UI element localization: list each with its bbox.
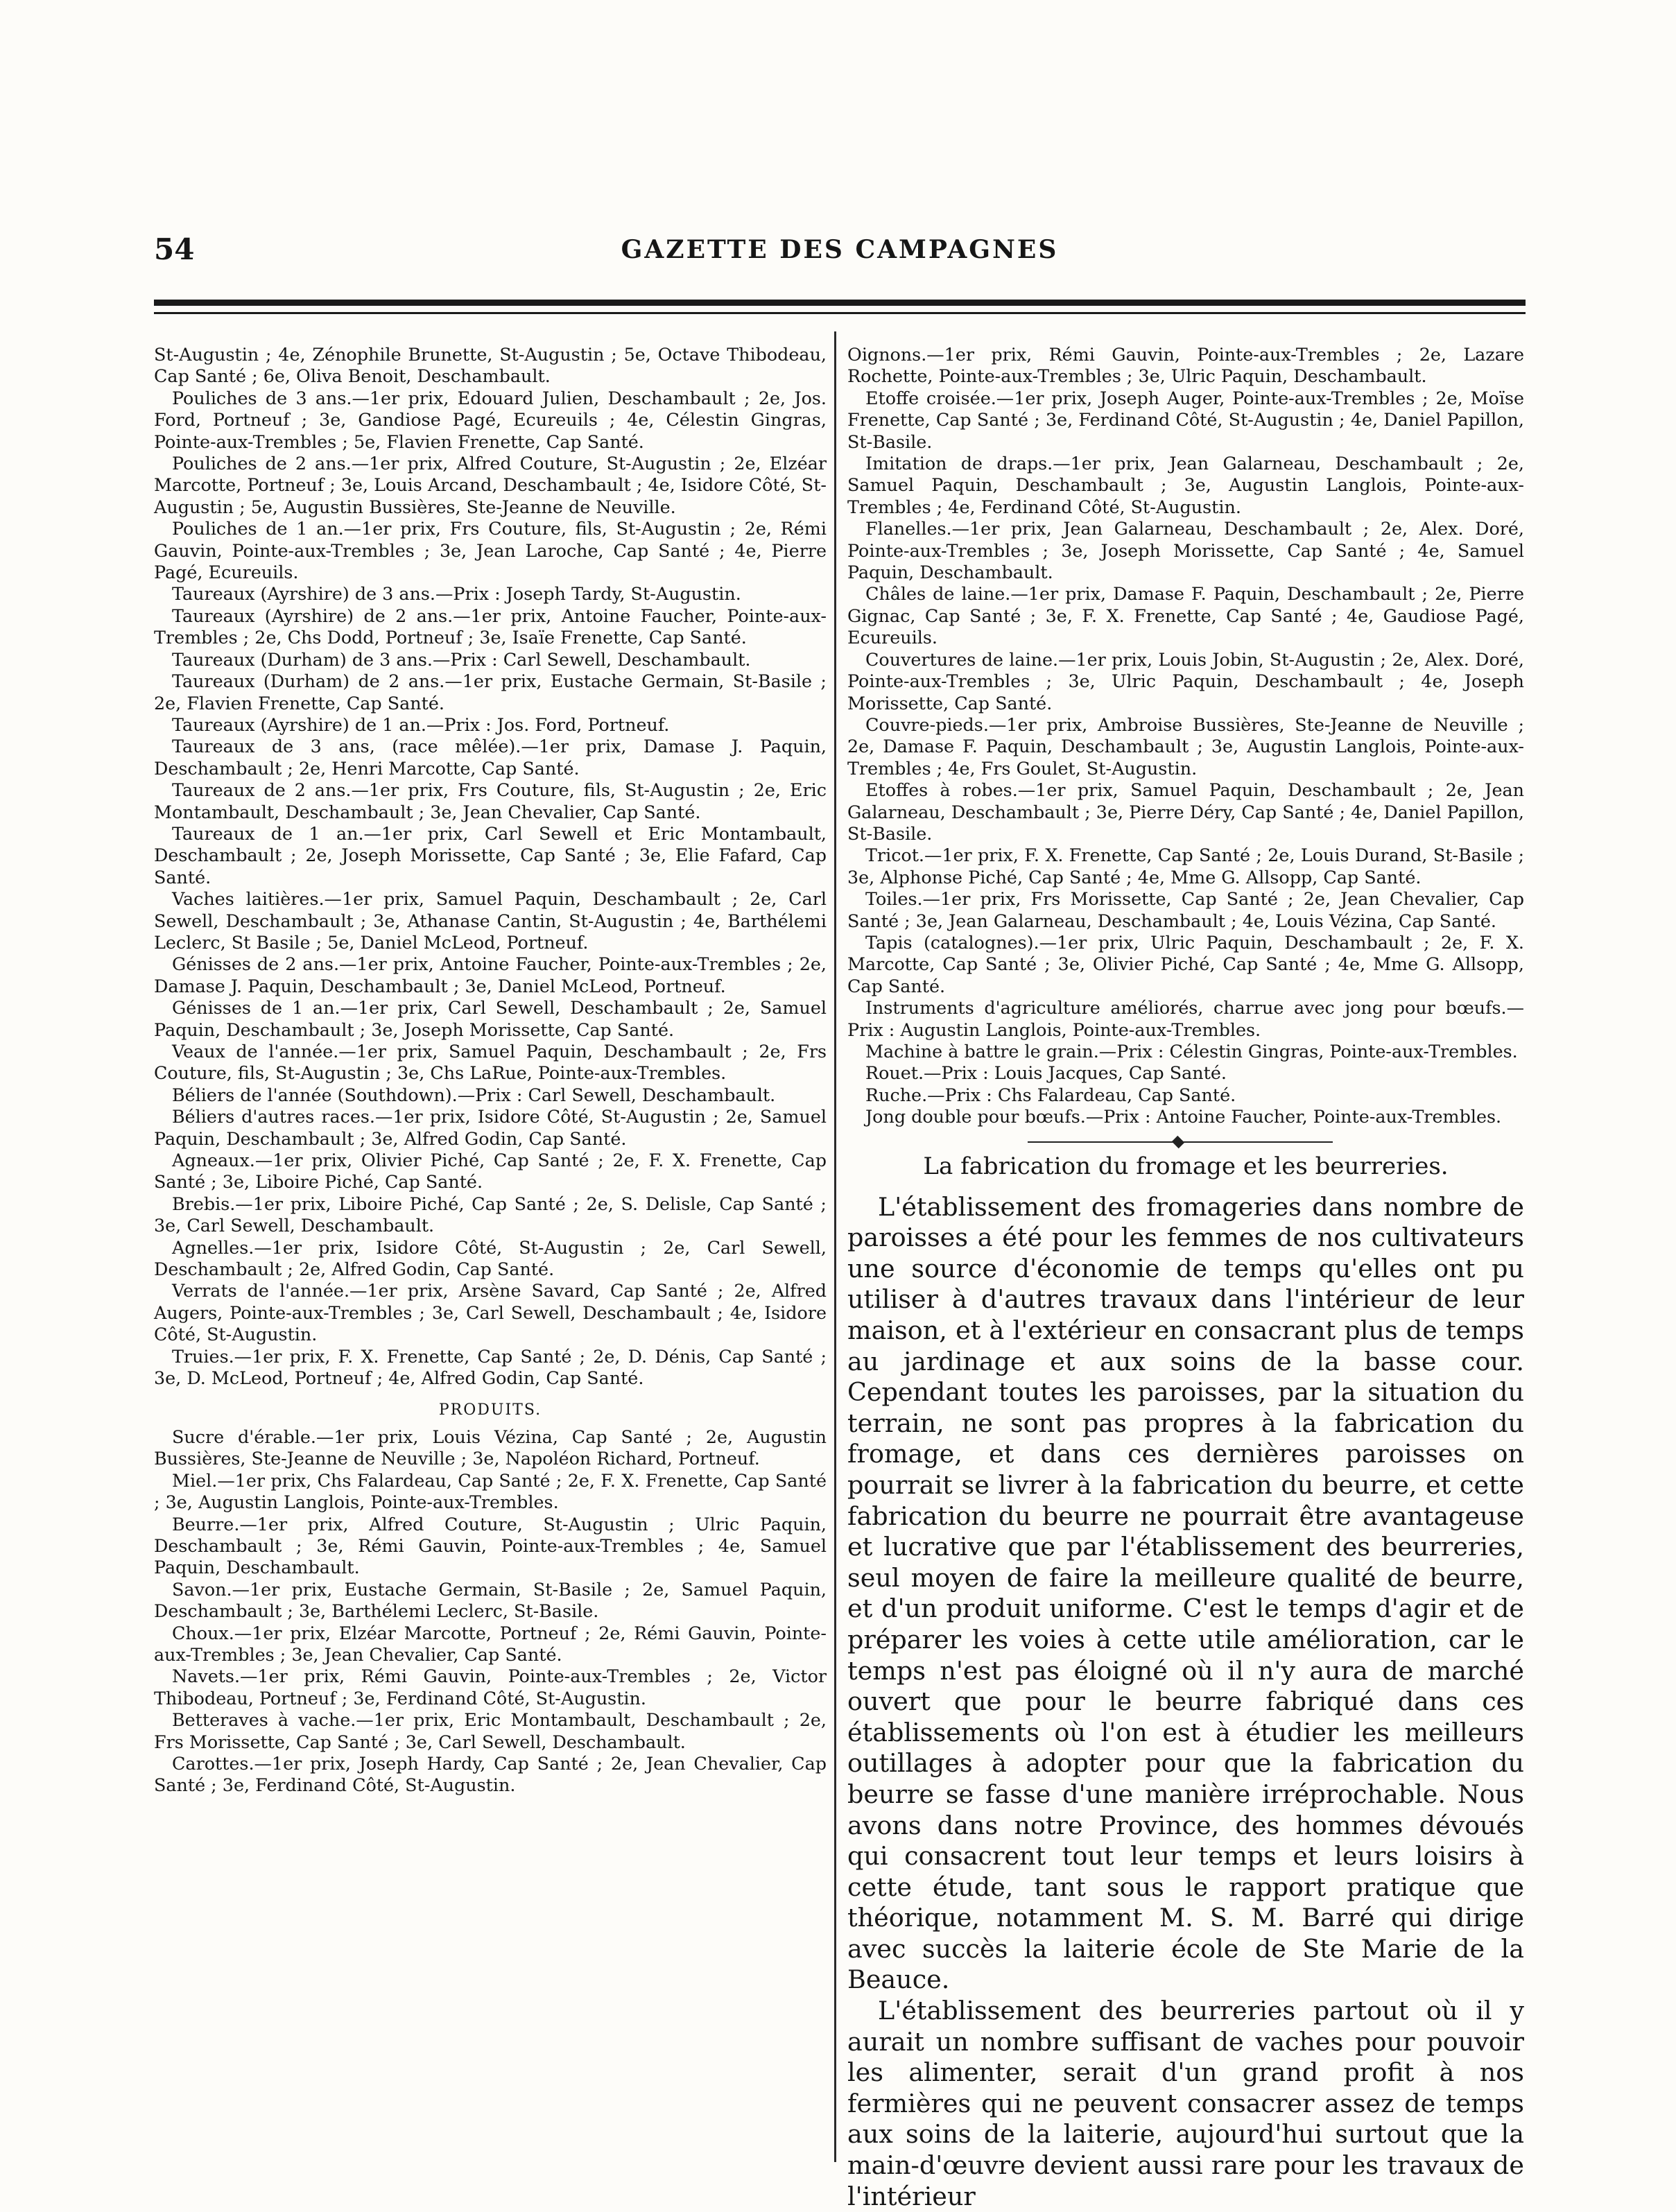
right-column (847, 344, 1524, 2212)
header-rule-thin (154, 312, 1526, 314)
prize-entry: Génisses de 1 an.—1er prix, Carl Sewell, Deschambault ; 2e, Samuel Paquin, Deschambault ; 3e, Joseph Morissette, Cap Santé. (154, 997, 827, 1040)
section-heading-produits: PRODUITS. (438, 1401, 542, 1419)
prize-entry: Béliers de l'année (Southdown).—Prix : Carl Sewell, Deschambault. (172, 1084, 776, 1105)
prize-entry: St-Augustin ; 4e, Zénophile Brunette, St-Augustin ; 5e, Octave Thibodeau, Cap Santé ; 6e, Oliva Benoit, Deschambault. (154, 344, 827, 387)
page-number: 54 (154, 232, 195, 266)
prize-entry: Etoffe croisée.—1er prix, Joseph Auger, Pointe-aux-Trembles ; 2e, Moïse Frenette, Cap Santé ; 3e, Ferdinand Côté, St-Augustin ; 4e, Daniel Papillon, St-Basile. (847, 387, 1524, 452)
prize-entry: Taureaux de 2 ans.—1er prix, Frs Couture, fils, St-Augustin ; 2e, Eric Montambault, Deschambault ; 3e, Jean Chevalier, Cap Santé. (154, 779, 827, 822)
prize-entry: Taureaux de 1 an.—1er prix, Carl Sewell et Eric Montambault, Deschambault ; 2e, Joseph Morissette, Cap Santé ; 3e, Elie Fafard, Cap Santé. (154, 822, 827, 888)
prize-entry: Agneaux.—1er prix, Olivier Piché, Cap Santé ; 2e, F. X. Frenette, Cap Santé ; 3e, Liboire Piché, Cap Santé. (154, 1150, 827, 1193)
prize-entry: Taureaux (Ayrshire) de 2 ans.—1er prix, Antoine Faucher, Pointe-aux-Trembles ; 2e, Chs Dodd, Portneuf ; 3e, Isaïe Frenette, Cap Santé. (154, 605, 827, 648)
prize-entry: Taureaux (Ayrshire) de 1 an.—Prix : Jos. Ford, Portneuf. (172, 714, 670, 735)
article-paragraph: L'établissement des fromageries dans nombre de paroisses a été pour les femmes de nos cultivateurs une source d'économie de temps qu'elles ont pu utiliser à d'autres travaux dans l'intérieur de leur maison, et à l'extérieur en consacrant plus de temps au jardinage et aux soins de la basse cour. Cependant toutes les paroisses, par la situation du terrain, ne sont pas propres à la fabrication du fromage, et dans ces dernières paroisses on pourrait se livrer à la fabrication du beurre, et cette fabrication du beurre ne pourrait être avantageuse et lucrative que par l'établissement des beurreries, seul moyen de faire la meilleure qualité de beurre, et d'un produit uniforme. C'est le temps d'agir et de préparer les voies à cette utile amélioration, car le temps n'est pas éloigné où il n'y aura de marché ouvert que pour le beurre fabriqué dans ces établissements où l'on est à étudier les meilleurs outillages à adopter pour que la fabrication du beurre se fasse d'une manière irréprochable. Nous avons dans notre Province, des hommes dévoués qui consacrent tout leur temps et leurs loisirs à cette étude, tant sous le rapport pratique que théorique, notamment M. S. M. Barré qui dirige avec succès la laiterie école de Ste Marie de la Beauce. (847, 1191, 1524, 1995)
prize-entry: Betteraves à vache.—1er prix, Eric Montambault, Deschambault ; 2e, Frs Morissette, Cap Santé ; 3e, Carl Sewell, Deschambault. (154, 1709, 827, 1752)
journal-title: GAZETTE DES CAMPAGNES (621, 235, 1059, 264)
flourish-ornament (1172, 1135, 1184, 1148)
article-title: La fabrication du fromage et les beurreries. (923, 1152, 1449, 1180)
page-header (154, 232, 1526, 274)
prize-entry: Tricot.—1er prix, F. X. Frenette, Cap Santé ; 2e, Louis Durand, St-Basile ; 3e, Alphonse Piché, Cap Santé ; 4e, Mme G. Allsopp, Cap Santé. (847, 845, 1524, 888)
prize-entry: Savon.—1er prix, Eustache Germain, St-Basile ; 2e, Samuel Paquin, Deschambault ; 3e, Barthélemi Leclerc, St-Basile. (154, 1578, 827, 1622)
prize-entry: Veaux de l'année.—1er prix, Samuel Paquin, Deschambault ; 2e, Frs Couture, fils, St-Augustin ; 3e, Chs LaRue, Pointe-aux-Trembles. (154, 1041, 827, 1084)
prize-entry: Imitation de draps.—1er prix, Jean Galarneau, Deschambault ; 2e, Samuel Paquin, Deschambault ; 3e, Augustin Langlois, Pointe-aux-Trembles ; 4e, Ferdinand Côté, St-Augustin. (847, 453, 1524, 517)
prize-entry: Taureaux (Durham) de 2 ans.—1er prix, Eustache Germain, St-Basile ; 2e, Flavien Frenette, Cap Santé. (154, 671, 827, 714)
prize-entry: Beurre.—1er prix, Alfred Couture, St-Augustin ; Ulric Paquin, Deschambault ; 3e, Rémi Gauvin, Pointe-aux-Trembles ; 4e, Samuel Paquin, Deschambault. (154, 1513, 827, 1578)
prize-entry: Pouliches de 2 ans.—1er prix, Alfred Couture, St-Augustin ; 2e, Elzéar Marcotte, Portneuf ; 3e, Louis Arcand, Deschambault ; 4e, Isidore Côté, St-Augustin ; 5e, Augustin Bussières, Ste-Jeanne de Neuville. (154, 453, 827, 517)
prize-entry: Brebis.—1er prix, Liboire Piché, Cap Santé ; 2e, S. Delisle, Cap Santé ; 3e, Carl Sewell, Deschambault. (154, 1193, 827, 1236)
prize-entry: Verrats de l'année.—1er prix, Arsène Savard, Cap Santé ; 2e, Alfred Augers, Pointe-aux-Trembles ; 3e, Carl Sewell, Deschambault ; 4e, Isidore Côté, St-Augustin. (154, 1280, 827, 1345)
article-paragraph: L'établissement des beurreries partout où il y aurait un nombre suffisant de vaches pour pouvoir les alimenter, serait d'un grand profit à nos fermières qui ne peuvent consacrer assez de temps aux soins de la laiterie, aujourd'hui surtout que la main-d'œuvre devient aussi rare pour les travaux de l'intérieur (847, 1996, 1524, 2211)
prize-entry: Oignons.—1er prix, Rémi Gauvin, Pointe-aux-Trembles ; 2e, Lazare Rochette, Pointe-aux-Trembles ; 3e, Ulric Paquin, Deschambault. (847, 344, 1524, 387)
prize-entry: Génisses de 2 ans.—1er prix, Antoine Faucher, Pointe-aux-Trembles ; 2e, Damase J. Paquin, Deschambault ; 3e, Daniel McLeod, Portneuf. (154, 953, 827, 996)
prize-entry: Miel.—1er prix, Chs Falardeau, Cap Santé ; 2e, F. X. Frenette, Cap Santé ; 3e, Augustin Langlois, Pointe-aux-Trembles. (154, 1469, 827, 1513)
header-rule-thick (154, 300, 1526, 306)
prize-entry: Taureaux de 3 ans, (race mêlée).—1er prix, Damase J. Paquin, Deschambault ; 2e, Henri Marcotte, Cap Santé. (154, 736, 827, 779)
prize-entry: Vaches laitières.—1er prix, Samuel Paquin, Deschambault ; 2e, Carl Sewell, Deschambault ; 3e, Athanase Cantin, St-Augustin ; 4e, Barthélemi Leclerc, St Basile ; 5e, Daniel McLeod, Portneuf. (154, 888, 827, 953)
prize-entry: Ruche.—Prix : Chs Falardeau, Cap Santé. (865, 1084, 1236, 1105)
prize-entry: Pouliches de 1 an.—1er prix, Frs Couture, fils, St-Augustin ; 2e, Rémi Gauvin, Pointe-aux-Trembles ; 3e, Jean Laroche, Cap Santé ; 4e, Pierre Pagé, Ecureuils. (154, 518, 827, 583)
prize-entry: Choux.—1er prix, Elzéar Marcotte, Portneuf ; 2e, Rémi Gauvin, Pointe-aux-Trembles ; 3e, Jean Chevalier, Cap Santé. (154, 1622, 827, 1665)
prize-entry: Toiles.—1er prix, Frs Morissette, Cap Santé ; 2e, Jean Chevalier, Cap Santé ; 3e, Jean Galarneau, Deschambault ; 4e, Louis Vézina, Cap Santé. (847, 888, 1524, 931)
prize-entry: Pouliches de 3 ans.—1er prix, Edouard Julien, Deschambault ; 2e, Jos. Ford, Portneuf ; 3e, Gandiose Pagé, Ecureuils ; 4e, Célestin Gingras, Pointe-aux-Trembles ; 5e, Flavien Frenette, Cap Santé. (154, 387, 827, 452)
prize-entry: Sucre d'érable.—1er prix, Louis Vézina, Cap Santé ; 2e, Augustin Bussières, Ste-Jeanne de Neuville ; 3e, Napoléon Richard, Portneuf. (154, 1426, 827, 1469)
prize-entry: Tapis (catalognes).—1er prix, Ulric Paquin, Deschambault ; 2e, F. X. Marcotte, Cap Santé ; 3e, Olivier Piché, Cap Santé ; 4e, Mme G. Allsopp, Cap Santé. (847, 931, 1524, 996)
prize-entry: Jong double pour bœufs.—Prix : Antoine Faucher, Pointe-aux-Trembles. (865, 1106, 1502, 1127)
separator-flourish (847, 1135, 1524, 1149)
prize-entry: Instruments d'agriculture améliorés, charrue avec jong pour bœufs.—Prix : Augustin Langlois, Pointe-aux-Trembles. (847, 997, 1524, 1040)
column-divider (834, 331, 836, 2162)
prize-entry: Béliers d'autres races.—1er prix, Isidore Côté, St-Augustin ; 2e, Samuel Paquin, Deschambault ; 3e, Alfred Godin, Cap Santé. (154, 1106, 827, 1149)
prize-entry: Couvertures de laine.—1er prix, Louis Jobin, St-Augustin ; 2e, Alex. Doré, Pointe-aux-Trembles ; 3e, Ulric Paquin, Deschambault ; 4e, Joseph Morissette, Cap Santé. (847, 648, 1524, 714)
prize-entry: Flanelles.—1er prix, Jean Galarneau, Deschambault ; 2e, Alex. Doré, Pointe-aux-Trembles ; 3e, Joseph Morissette, Cap Santé ; 4e, Samuel Paquin, Deschambault. (847, 518, 1524, 583)
prize-entry: Carottes.—1er prix, Joseph Hardy, Cap Santé ; 2e, Jean Chevalier, Cap Santé ; 3e, Ferdinand Côté, St-Augustin. (154, 1753, 827, 1796)
prize-entry: Taureaux (Ayrshire) de 3 ans.—Prix : Joseph Tardy, St-Augustin. (172, 583, 741, 605)
prize-entry: Truies.—1er prix, F. X. Frenette, Cap Santé ; 2e, D. Dénis, Cap Santé ; 3e, D. McLeod, Portneuf ; 4e, Alfred Godin, Cap Santé. (154, 1345, 827, 1389)
left-column (154, 344, 827, 1797)
prize-entry: Agnelles.—1er prix, Isidore Côté, St-Augustin ; 2e, Carl Sewell, Deschambault ; 2e, Alfred Godin, Cap Santé. (154, 1236, 827, 1280)
prize-entry: Couvre-pieds.—1er prix, Ambroise Bussières, Ste-Jeanne de Neuville ; 2e, Damase F. Paquin, Deschambault ; 3e, Augustin Langlois, Pointe-aux-Trembles ; 4e, Frs Goulet, St-Augustin. (847, 714, 1524, 779)
prize-entry: Etoffes à robes.—1er prix, Samuel Paquin, Deschambault ; 2e, Jean Galarneau, Deschambault ; 3e, Pierre Déry, Cap Santé ; 4e, Daniel Papillon, St-Basile. (847, 779, 1524, 844)
prize-entry: Châles de laine.—1er prix, Damase F. Paquin, Deschambault ; 2e, Pierre Gignac, Cap Santé ; 3e, F. X. Frenette, Cap Santé ; 4e, Gaudiose Pagé, Ecureuils. (847, 583, 1524, 648)
prize-entry: Rouet.—Prix : Louis Jacques, Cap Santé. (865, 1062, 1227, 1084)
prize-entry: Navets.—1er prix, Rémi Gauvin, Pointe-aux-Trembles ; 2e, Victor Thibodeau, Portneuf ; 3e, Ferdinand Côté, St-Augustin. (154, 1666, 827, 1709)
prize-entry: Taureaux (Durham) de 3 ans.—Prix : Carl Sewell, Deschambault. (172, 648, 751, 670)
prize-entry: Machine à battre le grain.—Prix : Célestin Gingras, Pointe-aux-Trembles. (865, 1041, 1518, 1062)
